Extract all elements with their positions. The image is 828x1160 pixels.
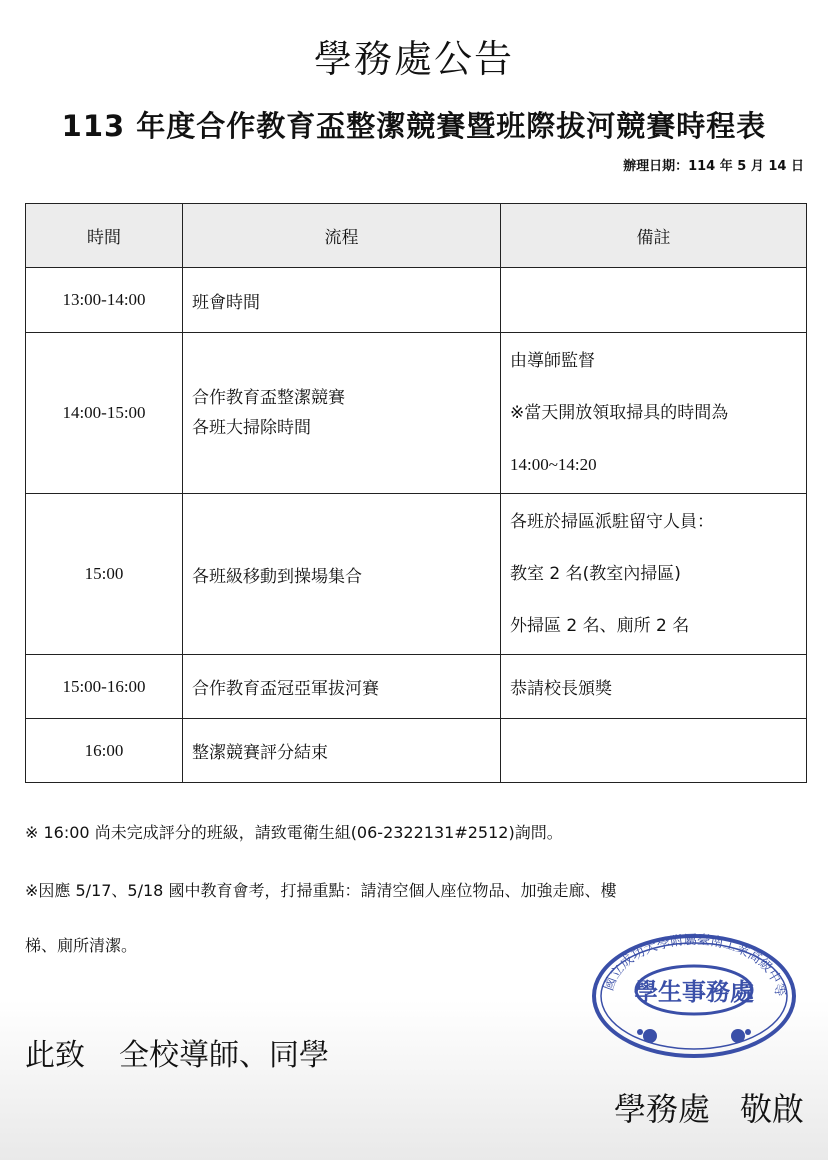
schedule-table bbox=[25, 203, 807, 783]
time-cell: 14:00-15:00 bbox=[26, 333, 183, 494]
notes-cell bbox=[501, 655, 807, 719]
table-row bbox=[26, 494, 807, 655]
footnote-cleaning-cont: 梯、廁所清潔。 bbox=[25, 936, 138, 955]
note-line: 由導師監督 bbox=[510, 351, 595, 371]
schedule-subtitle: 113 年度合作教育盃整潔競賽暨班際拔河競賽時程表 bbox=[61, 109, 767, 143]
flow-cell bbox=[183, 494, 501, 655]
closing-to: 此致 bbox=[25, 1038, 85, 1073]
footnote-cleaning: ※因應 5/17、5/18 國中教育會考，打掃重點：請清空個人座位物品、加強走廊、樓 bbox=[25, 881, 617, 900]
flow-line: 整潔競賽評分結束 bbox=[192, 743, 328, 763]
time-cell: 15:00-16:00 bbox=[26, 655, 183, 719]
header-time: 時間 bbox=[26, 204, 183, 268]
flow-cell bbox=[183, 333, 501, 494]
flow-line: 班會時間 bbox=[192, 292, 260, 313]
notes-cell bbox=[501, 494, 807, 655]
flow-line: 合作教育盃冠亞軍拔河賽 bbox=[192, 679, 379, 699]
note-line: 恭請校長頒獎 bbox=[510, 679, 612, 699]
seal-ring-text: 國立成功大學附屬臺南工業高級中等 bbox=[601, 932, 788, 998]
table-row bbox=[26, 268, 807, 333]
time-cell: 15:00 bbox=[26, 494, 183, 655]
flow-cell bbox=[183, 268, 501, 333]
closing-salutation bbox=[25, 1030, 329, 1074]
closing-recipients: 全校導師、同學 bbox=[119, 1038, 329, 1073]
office-seal-stamp bbox=[588, 928, 800, 1058]
seal-center-text: 學生事務處 bbox=[634, 977, 754, 1006]
table-row bbox=[26, 719, 807, 783]
table-row bbox=[26, 333, 807, 494]
header-flow: 流程 bbox=[183, 204, 501, 268]
note-line: ※當天開放領取掃具的時間為 bbox=[510, 403, 729, 423]
note-line: 各班於掃區派駐留守人員： bbox=[510, 512, 714, 532]
event-date: 辦理日期：114 年 5 月 14 日 bbox=[623, 159, 804, 174]
notes-cell bbox=[501, 719, 807, 783]
note-line: 外掃區 2 名、廁所 2 名 bbox=[510, 616, 690, 636]
footnote-contact: ※ 16:00 尚未完成評分的班級，請致電衛生組(06-2322131#2512)詢問。 bbox=[25, 823, 563, 842]
note-line: 教室 2 名(教室內掃區) bbox=[510, 564, 681, 584]
flow-cell bbox=[183, 719, 501, 783]
signature-respect: 敬啟 bbox=[739, 1090, 804, 1128]
flow-cell bbox=[183, 655, 501, 719]
seal-emblem-icon bbox=[637, 1029, 751, 1043]
notes-cell bbox=[501, 333, 807, 494]
flow-line: 合作教育盃整潔競賽 bbox=[192, 388, 345, 408]
flow-line: 各班級移動到操場集合 bbox=[192, 566, 362, 587]
time-cell: 13:00-14:00 bbox=[26, 268, 183, 333]
signature-office: 學務處 bbox=[613, 1090, 710, 1128]
notes-cell bbox=[501, 268, 807, 333]
note-line: 14:00~14:20 bbox=[510, 455, 597, 474]
time-cell: 16:00 bbox=[26, 719, 183, 783]
table-row bbox=[26, 655, 807, 719]
signature-block bbox=[614, 1084, 804, 1130]
flow-line: 各班大掃除時間 bbox=[192, 418, 311, 438]
table-header-row bbox=[26, 204, 807, 268]
announcement-title: 學務處公告 bbox=[313, 37, 514, 81]
header-notes: 備註 bbox=[501, 204, 807, 268]
